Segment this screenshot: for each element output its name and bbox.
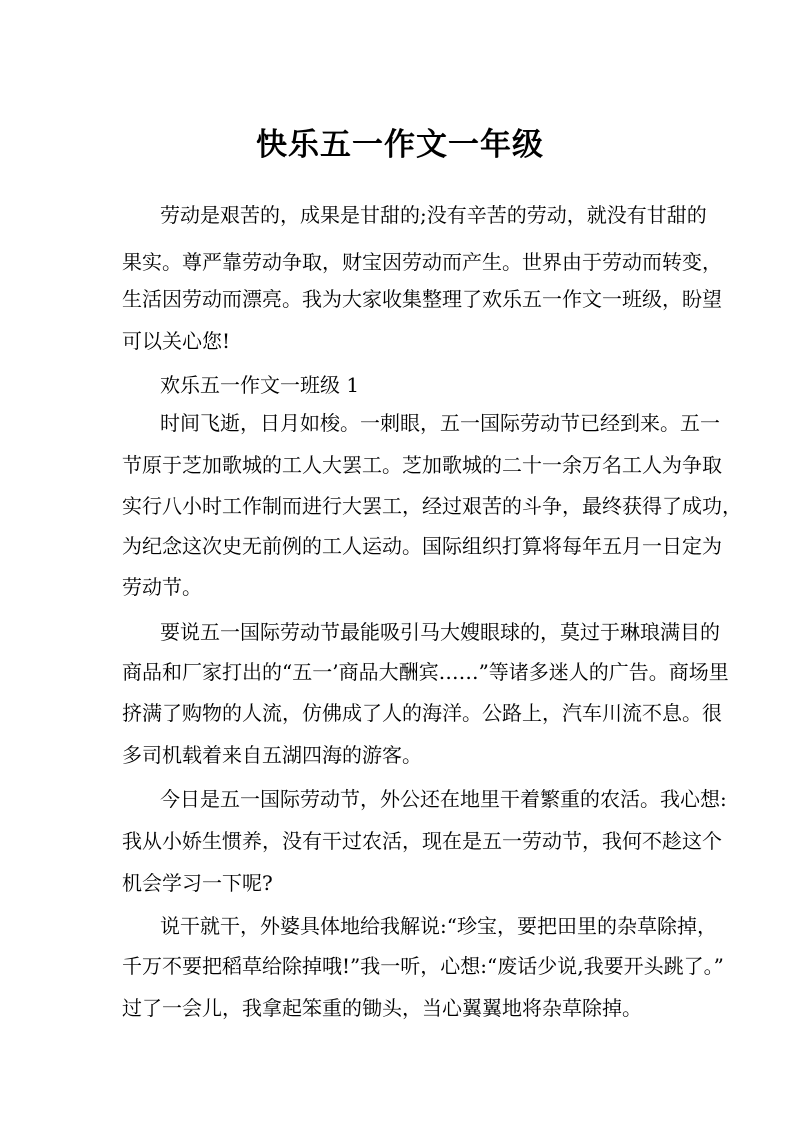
text-line: 商品和厂家打出的“五一’商品大酬宾……”等诸多迷人的广告。商场里: [122, 660, 729, 684]
text-line: 时间飞逝，日月如梭。一刺眼，五一国际劳动节已经到来。五一: [160, 411, 720, 435]
text-line: 机会学习一下呢?: [122, 871, 273, 895]
text-line: 节原于芝加歌城的工人大罢工。芝加歌城的二十一余万名工人为争取: [122, 453, 722, 477]
document-title: 快乐五一作文一年级: [256, 127, 544, 163]
text-line: 过了一会儿，我拿起笨重的锄头，当心翼翼地将杂草除掉。: [122, 996, 642, 1020]
text-line: 说干就干，外婆具体地给我解说:“珍宝，要把田里的杂草除掉，: [160, 914, 717, 938]
text-line: 劳动节。: [122, 575, 202, 599]
text-line: 我从小娇生惯养，没有干过农活，现在是五一劳动节，我何不趁这个: [122, 829, 722, 853]
text-line: 果实。尊严靠劳动争取，财宝因劳动而产生。世界由于劳动而转变，: [122, 250, 722, 274]
text-line: 劳动是艰苦的，成果是甘甜的;没有辛苦的劳动，就没有甘甜的: [160, 203, 707, 227]
text-line: 生活因劳动而漂亮。我为大家收集整理了欢乐五一作文一班级，盼望: [122, 287, 722, 311]
text-line: 实行八小时工作制而进行大罢工，经过艰苦的斗争，最终获得了成功，: [122, 494, 742, 518]
text-line: 可以关心您!: [122, 329, 231, 353]
text-line: 今日是五一国际劳动节，外公还在地里干着繁重的农活。我心想:: [160, 787, 727, 811]
text-line: 为纪念这次史无前例的工人运动。国际组织打算将每年五月一日定为: [122, 534, 722, 558]
section-heading: 欢乐五一作文一班级 1: [160, 373, 360, 397]
text-line: 挤满了购物的人流，仿佛成了人的海洋。公路上，汽车川流不息。很: [122, 701, 722, 725]
text-line: 千万不要把稻草给除掉哦!”我一听，心想:“废话少说,我要开头跳了。”: [122, 954, 724, 978]
text-line: 要说五一国际劳动节最能吸引马大嫂眼球的，莫过于琳琅满目的: [160, 620, 720, 644]
text-line: 多司机载着来自五湖四海的游客。: [122, 743, 422, 767]
